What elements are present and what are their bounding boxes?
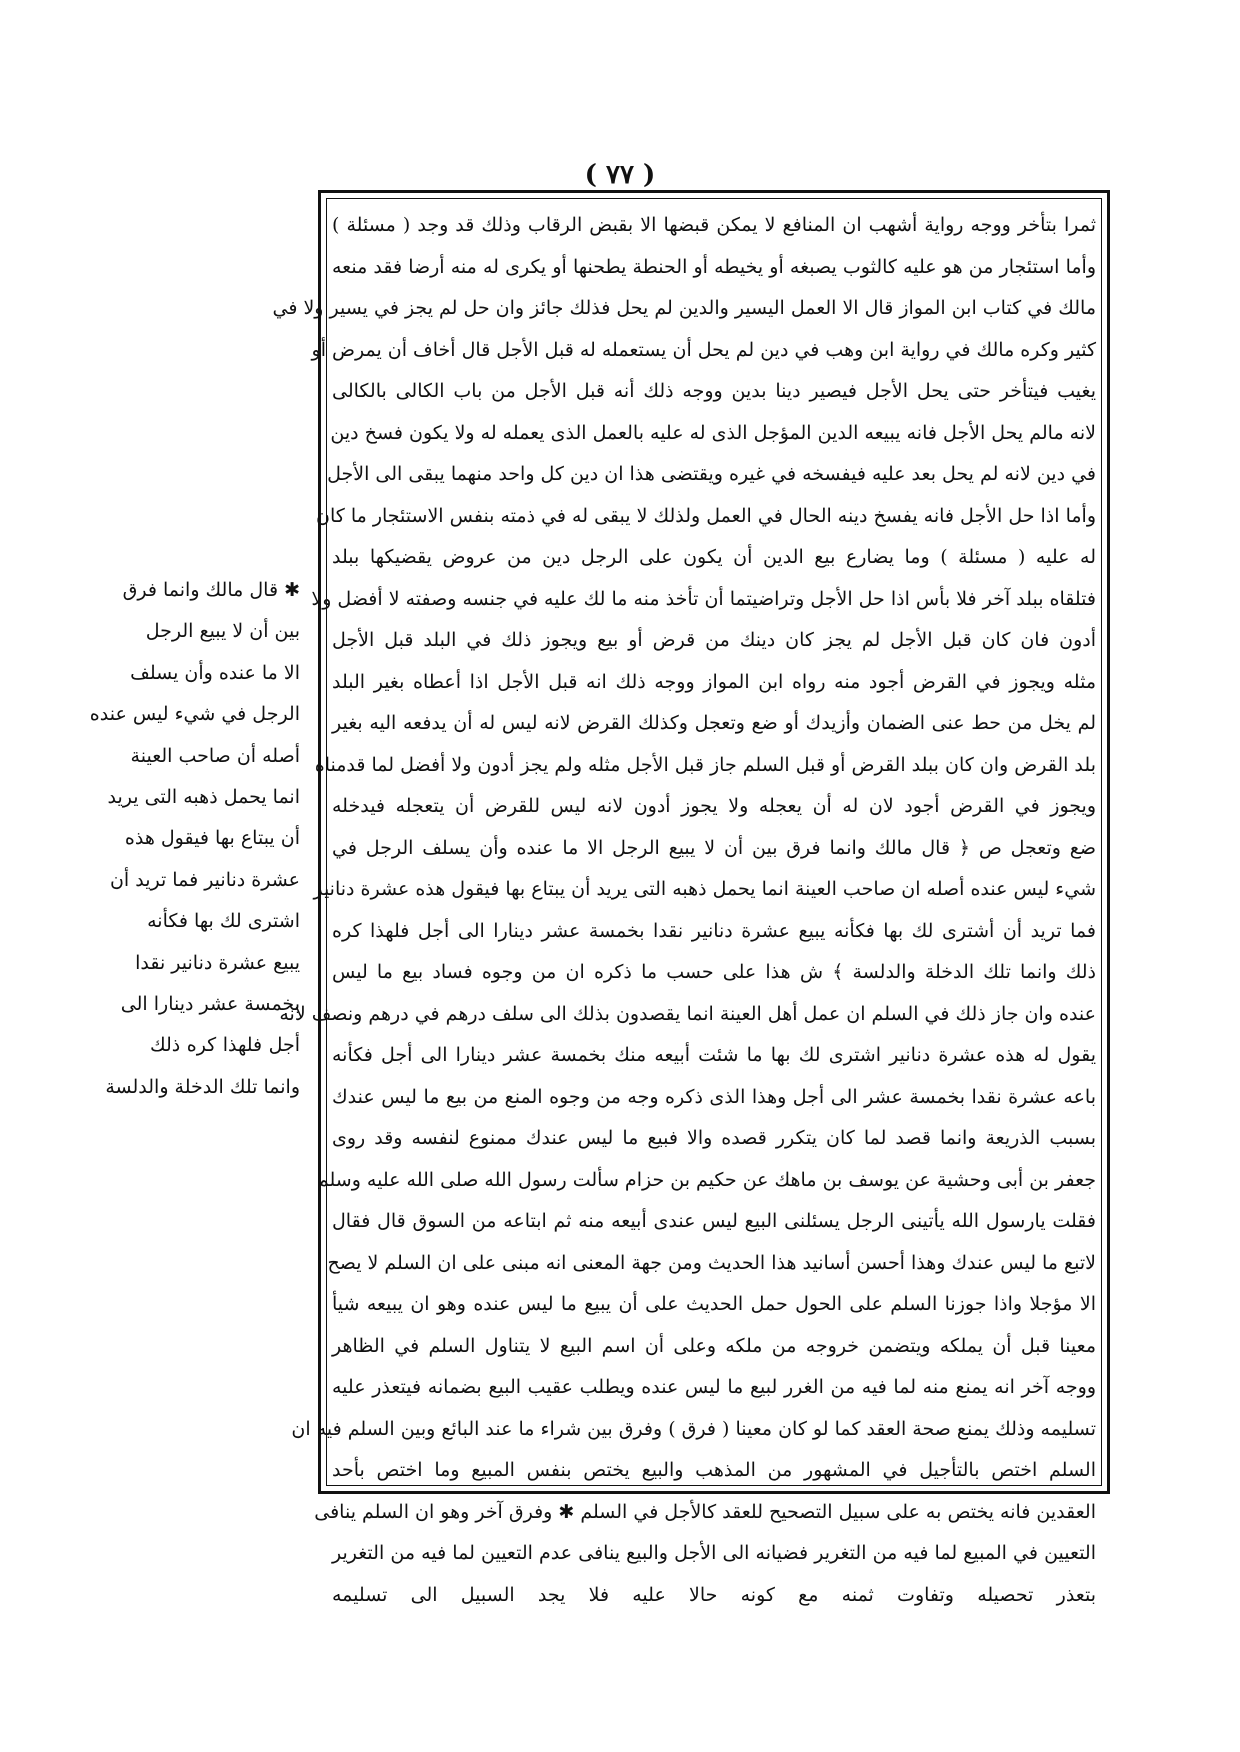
text-line: مثله ويجوز في القرض أجود منه رواه ابن المواز ووجه ذلك انه قبل الأجل اذا أعطاه بغير البلد <box>332 670 1096 693</box>
margin-note-line: الرجل في شيء ليس عنده <box>89 703 300 726</box>
text-line: معينا قبل أن يملكه ويتضمن خروجه من ملكه وعلى أن اسم البيع لا يتناول السلم في الظاهر <box>332 1334 1096 1357</box>
text-line: بلد القرض وان كان ببلد القرض أو قبل السلم جاز قبل الأجل مثله ولم يجز أدون ولا أفضل لما قدمناه <box>314 753 1096 776</box>
text-line: يقول له هذه عشرة دنانير اشترى لك بها ما شئت أبيعه منك بخمسة عشر دينارا الى أجل فكأنه <box>332 1044 1096 1066</box>
margin-note-line: الا ما عنده وأن يسلف <box>130 661 300 684</box>
margin-note-line: يبيع عشرة دنانير نقدا <box>135 951 300 974</box>
margin-note-line: انما يحمل ذهبه التى يريد <box>107 785 300 808</box>
text-line: التعيين في المبيع لما فيه من التغرير فضيانه الى الأجل والبيع ينافى عدم التعيين لما فيه من التغرير <box>332 1542 1096 1564</box>
text-line: عنده وان جاز ذلك في السلم ان عمل أهل العينة انما يقصدون بذلك الى سلف درهم في درهم ونصف لانه <box>279 1002 1096 1025</box>
text-line: شيء ليس عنده أصله ان صاحب العينة انما يحمل ذهبه التى يريد أن يبتاع بها فيقول هذه عشرة دنانير <box>313 878 1096 900</box>
text-line: ثمرا بتأخر ووجه رواية أشهب ان المنافع لا يمكن قبضها الا بقبض الرقاب وذلك قد وجد ( مسئلة ) <box>332 214 1096 236</box>
text-line: السلم اختص بالتأجيل في المشهور من المذهب والبيع يختص بنفس المبيع وما اختص بأحد <box>332 1459 1096 1481</box>
text-line: كثير وكره مالك في رواية ابن وهب في دين لم يحل أن يستعمله له قبل الأجل قال أخاف أن يمرض أو <box>311 338 1096 361</box>
text-line: فما تريد أن أشترى لك بها فكأنه يبيع عشرة دنانير نقدا بخمسة عشر دينارا الى أجل فلهذا كره <box>332 919 1096 942</box>
text-line: يغيب فيتأخر حتى يحل الأجل فيصير دينا بدين ووجه ذلك أنه قبل الأجل من باب الكالى بالكالى <box>332 380 1096 402</box>
main-text-block <box>272 205 1096 1616</box>
text-line: بسبب الذريعة وانما قصد لما كان يتكرر قصده والا فبيع ما ليس عندك ممنوع لنفسه وقد روى <box>332 1127 1096 1149</box>
margin-note-line: بين أن لا يبيع الرجل <box>145 620 300 643</box>
margin-note <box>89 570 300 1108</box>
text-line: فقلت يارسول الله يأتينى الرجل يسئلنى البيع ليس عندى أبيعه منه ثم ابتاعه من السوق قال فقال <box>332 1210 1096 1232</box>
text-line: ويجوز في القرض أجود لان له أن يعجله ولا يجوز أدون لانه ليس للقرض أن يتعجله فيدخله <box>332 795 1096 817</box>
text-line: أدون فان كان قبل الأجل لم يجز كان دينك من قرض أو بيع ويجوز ذلك في البلد قبل الأجل <box>332 629 1096 651</box>
margin-note-line: عشرة دنانير فما تريد أن <box>109 868 300 891</box>
text-line: لم يخل من حط عنى الضمان وأزيدك أو ضع وتعجل وكذلك القرض لانه ليس له أن يدفعه اليه بغير <box>332 712 1096 734</box>
margin-note-line: اشترى لك بها فكأنه <box>147 910 300 933</box>
margin-note-line: ✱ قال مالك وانما فرق <box>122 579 300 601</box>
margin-note-line: وانما تلك الدخلة والدلسة <box>105 1075 300 1098</box>
text-line: لانه مالم يحل الأجل فانه يبيعه الدين المؤجل الذى له عليه بالعمل الذى يعمله له ولا يكون فسخ دين <box>330 421 1096 444</box>
text-line: ووجه آخر انه يمنع منه لما فيه من الغرر لبيع ما ليس عنده ويطلب عقيب البيع بضمانه فيتعذر عليه <box>332 1376 1096 1398</box>
text-line: وأما استئجار من هو عليه كالثوب يصبغه أو يخيطه أو الحنطة يطحنها أو يكرى له منه أرضا فقد منعه <box>332 255 1096 278</box>
text-line: وأما اذا حل الأجل فانه يفسخ دينه الحال في العمل ولذلك لا يبقى له في ذمته بنفس الاستئجار ما كان <box>316 504 1096 527</box>
text-line: بتعذر تحصيله وتفاوت ثمنه مع كونه حالا عليه فلا يجد السبيل الى تسليمه <box>332 1583 1096 1606</box>
page-number: ( ٧٧ ) <box>584 160 656 190</box>
margin-note-line: أصله أن صاحب العينة <box>130 744 300 767</box>
text-line: ذلك وانما تلك الدخلة والدلسة ﴾ ش هذا على حسب ما ذكره ان من وجوه فساد بيع ما ليس <box>332 961 1096 983</box>
margin-note-line: أجل فلهذا كره ذلك <box>150 1034 300 1057</box>
margin-note-line: بخمسة عشر دينارا الى <box>120 992 300 1015</box>
text-line: ضع وتعجل ص ﴿ قال مالك وانما فرق بين أن لا يبيع الرجل الا ما عنده وأن يسلف الرجل في <box>332 836 1096 859</box>
text-line: الا مؤجلا واذا جوزنا السلم على الحول حمل الحديث على أن يبيع ما ليس عنده وهو ان يبيعه شيأ <box>332 1293 1096 1315</box>
text-line: مالك في كتاب ابن المواز قال الا العمل اليسير والدين لم يحل فذلك جائز وان حل لم يجز في يسير ولا في <box>272 297 1096 319</box>
text-line: لاتبع ما ليس عندك وهذا أحسن أسانيد هذا الحديث ومن جهة المعنى انه مبنى على ان السلم لا يصح <box>327 1251 1096 1274</box>
text-line: في دين لانه لم يحل بعد عليه فيفسخه في غيره ويقتضى هذا ان دين كل واحد منهما يبقى الى الأجل <box>327 463 1096 485</box>
text-line: جعفر بن أبى وحشية عن يوسف بن ماهك عن حكيم بن حزام سألت رسول الله صلى الله عليه وسلم <box>316 1168 1096 1191</box>
text-line: باعه عشرة نقدا بخمسة عشر الى أجل وهذا الذى ذكره وجه من وجوه المنع من بيع ما ليس عندك <box>332 1085 1096 1108</box>
text-line: العقدين فانه يختص به على سبيل التصحيح للعقد كالأجل في السلم ✱ وفرق آخر وهو ان السلم ينافى <box>314 1500 1096 1523</box>
text-line: تسليمه وذلك يمنع صحة العقد كما لو كان معينا ( فرق ) وفرق بين شراء ما عند البائع وبين السلم فيه ان <box>291 1417 1096 1440</box>
margin-note-line: أن يبتاع بها فيقول هذه <box>124 827 300 850</box>
text-line: فتلقاه ببلد آخر فلا بأس اذا حل الأجل وتراضيتما أن تأخذ منه ما لك عليه في جنسه وصفته لا أفضل ولا <box>311 587 1096 610</box>
text-line: له عليه ( مسئلة ) وما يضارع بيع الدين أن يكون على الرجل دين من عروض يقضيكها ببلد <box>332 546 1096 568</box>
